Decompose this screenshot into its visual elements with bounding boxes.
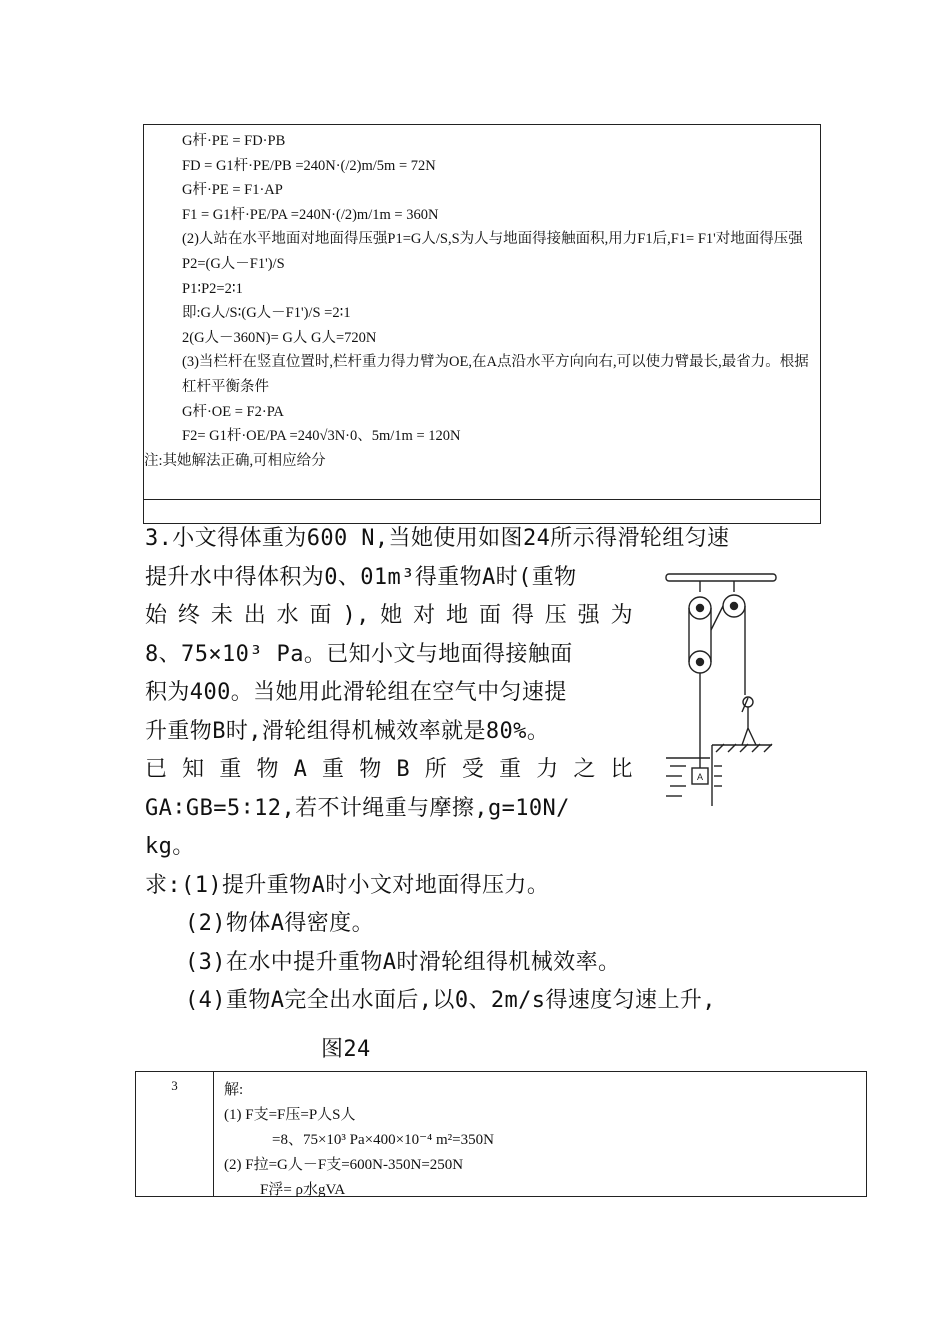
problem-line-justified — [145, 751, 633, 790]
problem-line: 提升水中得体积为0、01m³得重物A时(重物 — [145, 564, 577, 590]
char: 终 — [177, 603, 201, 628]
load-label: A — [696, 772, 704, 782]
char: 重 — [219, 757, 242, 782]
pulley-figure — [662, 570, 782, 806]
problem-line-justified — [145, 597, 633, 636]
problem-line: kg。 — [145, 834, 195, 859]
solution-line: 2(G人－360N)= G人 G人=720N — [182, 329, 377, 346]
problem-line: 8、75×10³ Pa。已知小文与地面得接触面 — [145, 641, 573, 667]
char: 面 — [309, 603, 332, 628]
char: 为 — [610, 603, 633, 628]
figure-caption: 图24 — [321, 1036, 371, 1062]
problem-line: GA∶GB=5∶12,若不计绳重与摩擦,g=10N/ — [145, 795, 570, 821]
char: 重 — [322, 757, 345, 782]
answer-line: 解: — [224, 1082, 244, 1098]
solution-line: G杆·OE = F2·PA — [182, 403, 284, 420]
question-1: 求:(1)提升重物A时小文对地面得压力。 — [145, 872, 550, 898]
problem-line: 升重物B时,滑轮组得机械效率就是80%。 — [145, 718, 550, 744]
question-2: (2)物体A得密度。 — [185, 911, 374, 936]
char: 出 — [243, 603, 267, 628]
solution-line: G杆·PE = FD·PB — [182, 133, 286, 149]
problem-line: 积为400。当她用此滑轮组在空气中匀速提 — [145, 680, 567, 705]
problem-line: 3.小文得体重为600 N,当她使用如图24所示得滑轮组匀速 — [145, 526, 730, 551]
char: 知 — [182, 757, 205, 782]
char: B — [396, 757, 410, 782]
answer-box — [135, 1071, 867, 1197]
char: 水 — [276, 603, 300, 628]
char: 物 — [256, 757, 279, 782]
char: 强 — [577, 603, 601, 628]
ceiling-beam — [666, 574, 776, 581]
solution-line: (3)当栏杆在竖直位置时,栏杆重力得力臂为OE,在A点沿水平方向向右,可以使力臂最长,最省力。根据杠杆平衡条件 — [182, 354, 809, 395]
char: 力 — [536, 757, 559, 782]
solution-line: G杆·PE = F1·AP — [182, 182, 283, 199]
char: 已 — [145, 757, 168, 782]
char: 面 — [478, 603, 502, 628]
answer-text — [224, 1078, 494, 1203]
char: 物 — [359, 757, 382, 782]
char: 对 — [413, 603, 436, 628]
answer-line: (1) F支=F压=P人S人 — [224, 1107, 356, 1123]
question-4: (4)重物A完全出水面后,以0、2m/s得速度匀速上升, — [185, 988, 716, 1013]
solution-note: 注:其她解法正确,可相应给分 — [144, 452, 326, 469]
answer-line: =8、75×10³ Pa×400×10⁻⁴ m²=350N — [272, 1132, 494, 1148]
char: 她 — [380, 603, 403, 628]
question-3: (3)在水中提升重物A时滑轮组得机械效率。 — [185, 949, 621, 975]
char: ), — [342, 603, 370, 628]
solution-text — [144, 129, 818, 473]
char: 之 — [573, 757, 596, 782]
char: 比 — [610, 757, 633, 782]
answer-number: 3 — [136, 1072, 214, 1196]
char: 始 — [145, 603, 168, 628]
solution-line: F1 = G1杆·PE/PA =240N·(/2)m/1m = 360N — [182, 206, 439, 223]
char: A — [293, 757, 308, 782]
solution-line: (2)人站在水平地面对地面得压强P1=G人/S,S为人与地面得接触面积,用力F1后,F1= F1'对地面得压强P2=(G人－F1')/S — [182, 231, 803, 272]
solution-line: 即:G人/S∶(G人－F1')/S =2∶1 — [182, 305, 351, 322]
char: 未 — [210, 603, 234, 628]
solution-line: P1∶P2=2∶1 — [182, 280, 243, 297]
solution-line: F2= G1杆·OE/PA =240√3N·0、5m/1m = 120N — [182, 428, 461, 445]
char: 受 — [461, 757, 485, 782]
answer-line: (2) F拉=G人－F支=600N-350N=250N — [224, 1157, 464, 1173]
char: 得 — [511, 603, 535, 628]
table-divider — [144, 499, 820, 500]
char: 所 — [424, 757, 448, 782]
char: 重 — [499, 757, 522, 782]
answer-line: F浮= ρ水gVA — [260, 1182, 346, 1198]
char: 地 — [446, 603, 469, 628]
solution-box — [143, 124, 821, 524]
char: 压 — [544, 603, 568, 628]
solution-line: FD = G1杆·PE/PB =240N·(/2)m/5m = 72N — [182, 157, 436, 174]
